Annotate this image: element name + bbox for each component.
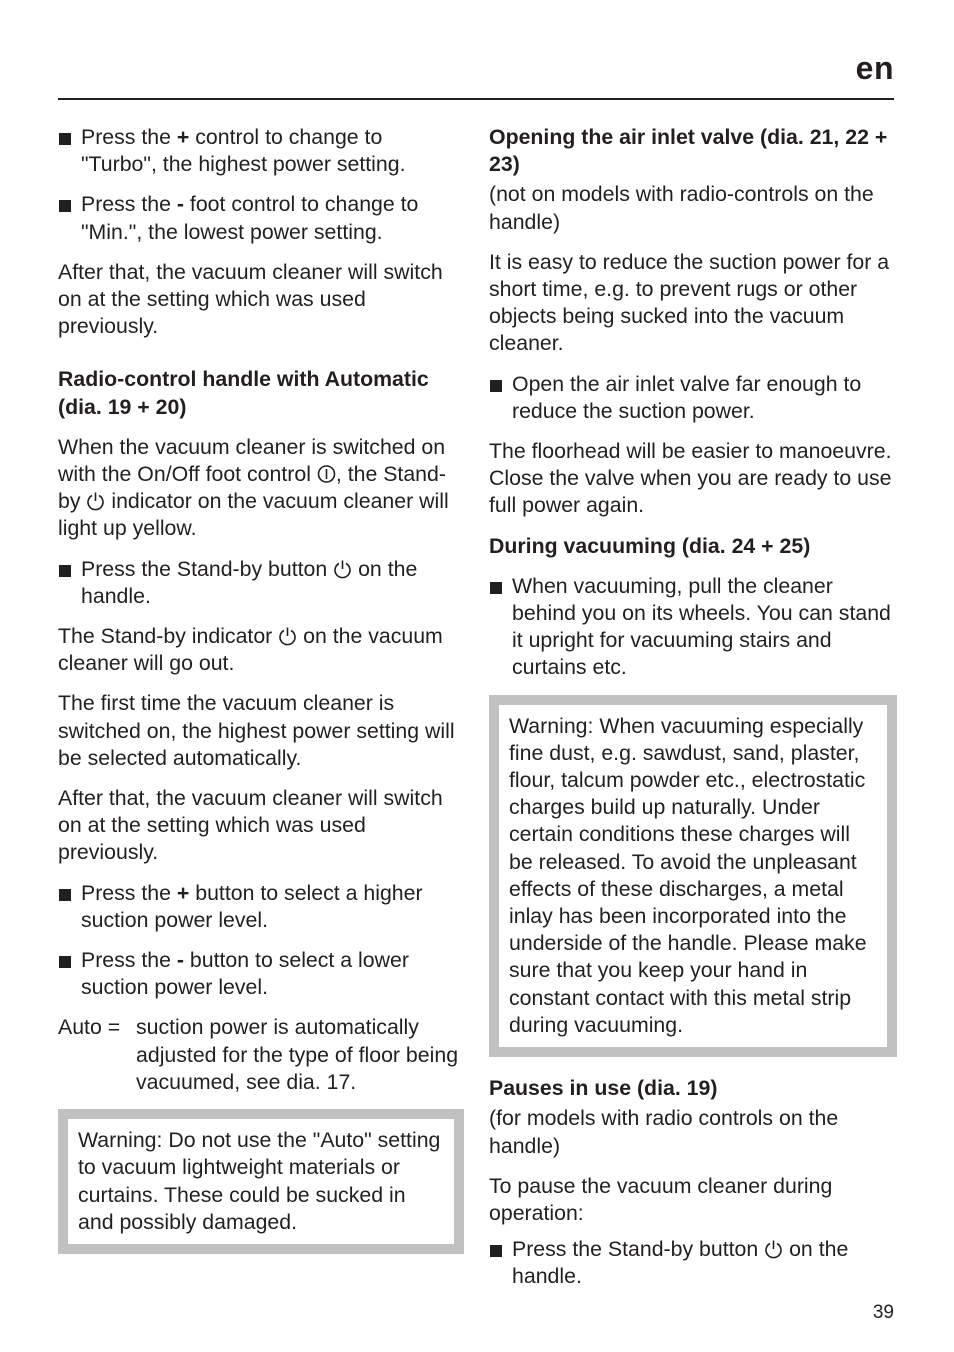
- on-off-icon: [317, 464, 336, 484]
- bullet-square-icon: [59, 889, 71, 901]
- paragraph: The floorhead will be easier to manoeuvre. Close the valve when you are ready to use full power again.: [489, 439, 892, 518]
- bullet-text: foot control to change to "Min.", the lowest power setting.: [81, 192, 419, 244]
- section-heading: Radio-control handle with Automatic (dia. 19 + 20): [58, 367, 429, 419]
- section-heading: Opening the air inlet valve (dia. 21, 22 + 23): [489, 125, 888, 177]
- standby-icon: [333, 559, 352, 579]
- left-column: [58, 124, 464, 1267]
- subheading-note: (not on models with radio-controls on the handle): [489, 182, 874, 234]
- paragraph: It is easy to reduce the suction power for a short time, e.g. to prevent rugs or other objects being sucked into the vacuum cleaner.: [489, 249, 890, 356]
- plus-symbol: +: [176, 125, 190, 149]
- section-heading: During vacuuming (dia. 24 + 25): [489, 533, 811, 558]
- subheading-note: (for models with radio controls on the handle): [489, 1106, 839, 1158]
- paragraph: The Stand-by indicator on the vacuum cleaner will go out.: [58, 624, 443, 676]
- bullet-text: Press the: [81, 192, 177, 217]
- minus-symbol: -: [176, 948, 184, 973]
- bullet-square-icon: [59, 133, 71, 145]
- bullet-open-valve: Open the air inlet valve far enough to reduce the suction power.: [489, 371, 897, 425]
- standby-icon: [278, 626, 297, 646]
- standby-icon: [764, 1239, 783, 1259]
- standby-icon: [86, 491, 105, 511]
- bullet-turbo: [58, 124, 464, 178]
- bullet-vacuuming: When vacuuming, pull the cleaner behind you on its wheels. You can stand it upright for vacuuming stairs and curtains etc.: [489, 573, 897, 682]
- bullet-pause-standby: Press the Stand-by button on the handle.: [489, 1236, 897, 1290]
- bullet-square-icon: [490, 582, 502, 594]
- page-number: 39: [872, 1302, 894, 1323]
- bullet-square-icon: [490, 1245, 502, 1257]
- right-column: [489, 124, 897, 1304]
- warning-box: [489, 695, 897, 1057]
- bullet-square-icon: [490, 380, 502, 392]
- bullet-min: [58, 191, 464, 245]
- warning-box: [58, 1109, 464, 1254]
- definition-auto: [58, 1014, 464, 1096]
- bullet-square-icon: [59, 565, 71, 577]
- warning-text: Warning: When vacuuming especially fine dust, e.g. sawdust, sand, plaster, flour, talcum powder etc., electrostatic charges build up naturally. Under certain conditions these charges will be released. To avoid the unpleasant effects of these discharges, a metal inlay has been incorporated into the underside of the handle. Please make sure that you keep your hand in constant contact with this metal strip during vacuuming.: [509, 713, 867, 1037]
- warning-text: Warning: Do not use the "Auto" setting to vacuum lightweight materials or curtains. These could be sucked in and possibly damaged.: [78, 1128, 441, 1234]
- paragraph: The first time the vacuum cleaner is switched on, the highest power setting will be selected automatically.: [58, 691, 455, 770]
- bullet-square-icon: [59, 956, 71, 968]
- definition-term: Auto =: [58, 1015, 121, 1040]
- section-heading: Pauses in use (dia. 19): [489, 1076, 718, 1101]
- paragraph: To pause the vacuum cleaner during operation:: [489, 1173, 833, 1225]
- bullet-standby-button: Press the Stand-by button on the handle.: [58, 556, 464, 610]
- paragraph: After that, the vacuum cleaner will switch on at the setting which was used previously.: [58, 786, 443, 865]
- language-label: en: [855, 50, 894, 86]
- minus-symbol: -: [176, 192, 184, 217]
- header-rule: [58, 98, 894, 100]
- bullet-text: control to change to "Turbo", the highest power setting.: [81, 125, 406, 177]
- bullet-higher: Press the + button to select a higher suction power level.: [58, 880, 464, 934]
- bullet-lower: Press the - button to select a lower suction power level.: [58, 947, 464, 1001]
- paragraph: When the vacuum cleaner is switched on with the On/Off foot control , the Stand-by indicator on the vacuum cleaner will light up yellow.: [58, 434, 449, 541]
- definition-text: suction power is automatically adjusted for the type of floor being vacuumed, see dia. 17.: [136, 1015, 459, 1094]
- bullet-square-icon: [59, 200, 71, 212]
- bullet-text: Press the: [81, 125, 177, 149]
- paragraph: After that, the vacuum cleaner will switch on at the setting which was used previously.: [58, 259, 443, 339]
- plus-symbol: +: [176, 880, 190, 905]
